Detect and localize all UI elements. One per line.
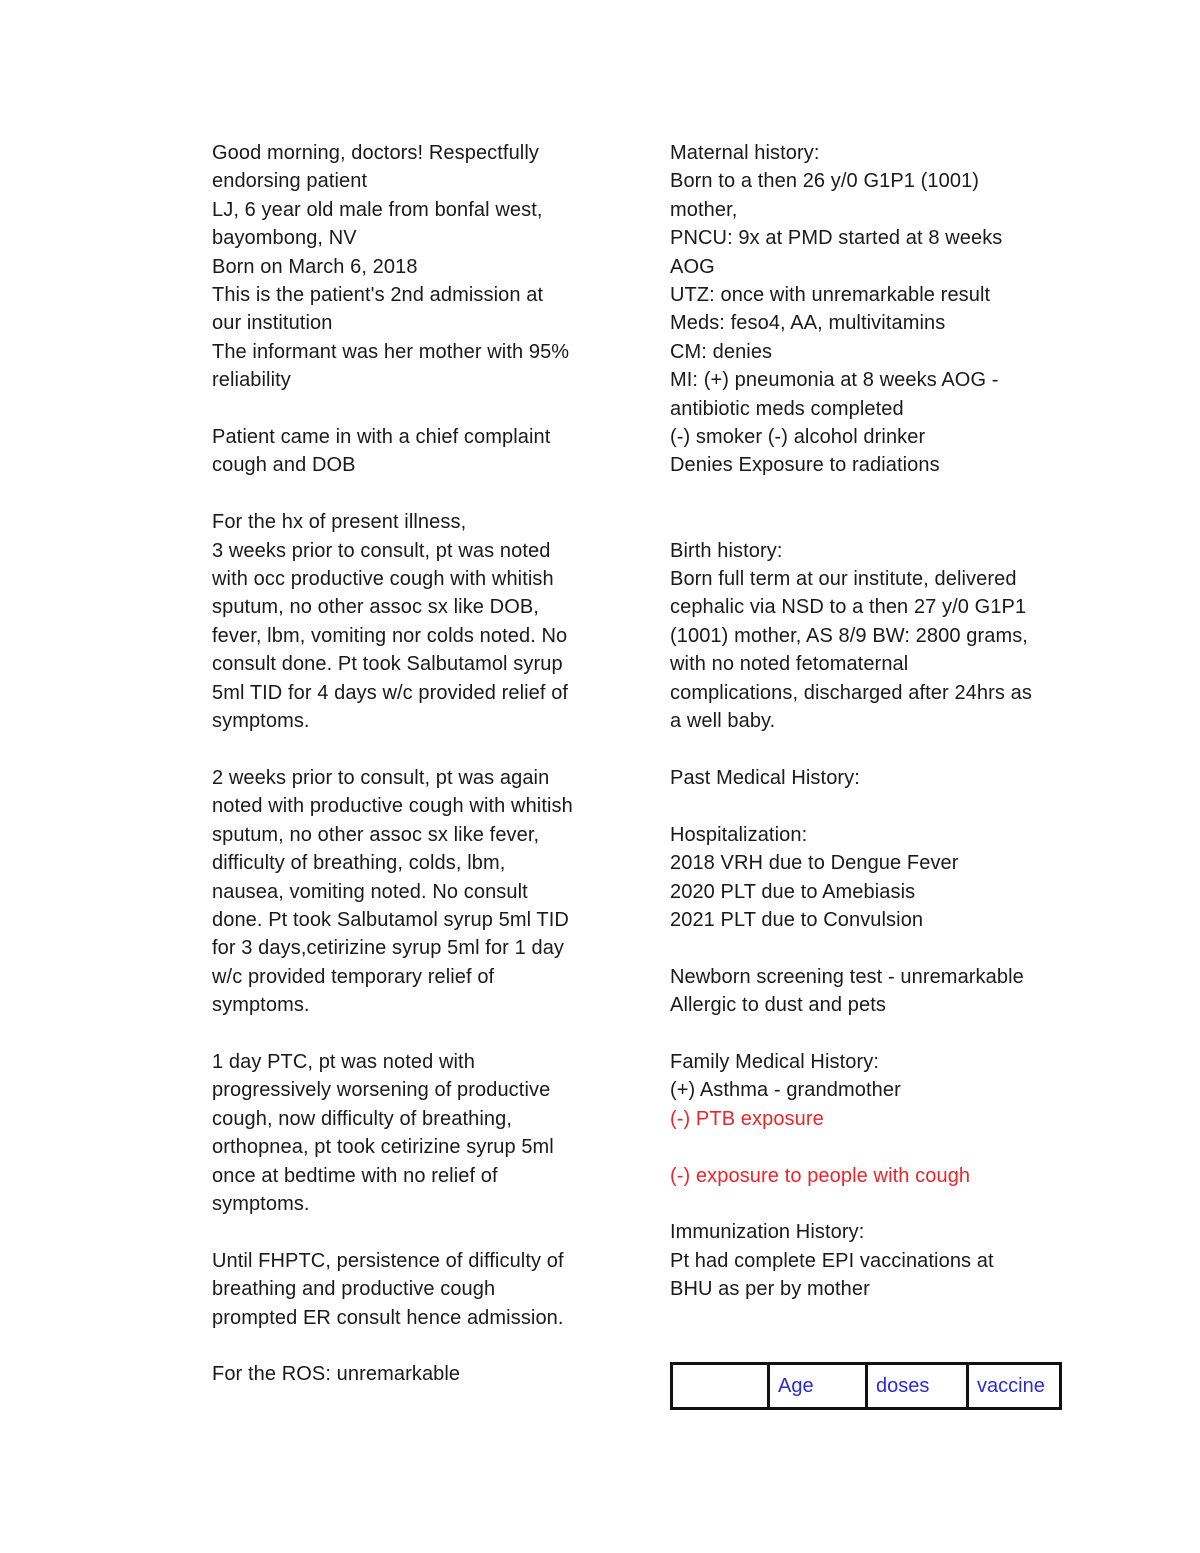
- text-line: BHU as per by mother: [670, 1278, 870, 1301]
- text-line: prompted ER consult hence admission.: [212, 1306, 564, 1329]
- text-line: (-) smoker (-) alcohol drinker: [670, 426, 926, 449]
- text-line: LJ, 6 year old male from bonfal west,: [212, 198, 543, 221]
- blank-line: [670, 1133, 1070, 1161]
- text-line: complications, discharged after 24hrs as: [670, 681, 1032, 704]
- text-line: UTZ: once with unremarkable result: [670, 284, 991, 307]
- text-line: 2 weeks prior to consult, pt was again: [212, 766, 550, 789]
- text-line: orthopnea, pt took cetirizine syrup 5ml: [212, 1136, 554, 1159]
- section-heading: Birth history:: [670, 539, 783, 562]
- highlighted-text-line: (-) exposure to people with cough: [670, 1164, 971, 1187]
- text-line: sputum, no other assoc sx like fever,: [212, 823, 540, 846]
- text-line: Newborn screening test - unremarkable: [670, 965, 1024, 988]
- text-line: Good morning, doctors! Respectfully: [212, 142, 539, 164]
- text-line: CM: denies: [670, 340, 773, 363]
- highlighted-text-line: (-) PTB exposure: [670, 1107, 824, 1130]
- table-header-row: [672, 1364, 1061, 1409]
- section-heading: Past Medical History:: [670, 766, 860, 789]
- text-line: PNCU: 9x at PMD started at 8 weeks: [670, 227, 1003, 250]
- text-line: sputum, no other assoc sx like DOB,: [212, 596, 539, 619]
- text-line: Denies Exposure to radiations: [670, 454, 940, 477]
- blank-line: [670, 736, 1070, 764]
- text-line: 5ml TID for 4 days w/c provided relief of: [212, 681, 569, 704]
- text-line: noted with productive cough with whitish: [212, 795, 573, 818]
- text-line: a well baby.: [670, 710, 776, 733]
- text-line: MI: (+) pneumonia at 8 weeks AOG -: [670, 369, 999, 392]
- text-line: Patient came in with a chief complaint: [212, 426, 551, 449]
- text-line: 1 day PTC, pt was noted with: [212, 1050, 475, 1073]
- text-line: Born on March 6, 2018: [212, 255, 418, 278]
- text-line: symptoms.: [212, 994, 310, 1017]
- text-line: progressively worsening of productive: [212, 1079, 551, 1102]
- text-line: Born full term at our institute, delivered: [670, 568, 1017, 591]
- blank-line: [670, 508, 1070, 536]
- text-line: Pt had complete EPI vaccinations at: [670, 1249, 994, 1272]
- text-line: symptoms.: [212, 710, 310, 733]
- text-line: Until FHPTC, persistence of difficulty of: [212, 1249, 564, 1272]
- text-line: 2018 VRH due to Dengue Fever: [670, 852, 959, 875]
- table-header-age: Age: [769, 1364, 867, 1409]
- text-line: For the ROS: unremarkable: [212, 1363, 461, 1386]
- text-line: cough, now difficulty of breathing,: [212, 1107, 512, 1130]
- table-header-cell: [672, 1364, 769, 1409]
- blank-line: [670, 480, 1070, 508]
- blank-line: [670, 1020, 1070, 1048]
- text-line: bayombong, NV: [212, 227, 357, 250]
- text-line: for 3 days,cetirizine syrup 5ml for 1 day: [212, 937, 565, 960]
- text-line: Born to a then 26 y/0 G1P1 (1001): [670, 170, 980, 193]
- text-line: The informant was her mother with 95%: [212, 340, 570, 363]
- text-line: nausea, vomiting noted. No consult: [212, 880, 528, 903]
- blank-line: [212, 1332, 612, 1360]
- text-line: 2021 PLT due to Convulsion: [670, 908, 924, 931]
- text-line: Allergic to dust and pets: [670, 994, 886, 1017]
- text-line: 2020 PLT due to Amebiasis: [670, 880, 916, 903]
- table-header-doses: doses: [867, 1364, 968, 1409]
- section-heading: Immunization History:: [670, 1221, 865, 1244]
- text-line: fever, lbm, vomiting nor colds noted. No: [212, 624, 568, 647]
- blank-line: [670, 792, 1070, 820]
- text-line: 3 weeks prior to consult, pt was noted: [212, 539, 551, 562]
- text-line: endorsing patient: [212, 170, 368, 193]
- text-line: consult done. Pt took Salbutamol syrup: [212, 653, 563, 676]
- text-line: w/c provided temporary relief of: [212, 965, 495, 988]
- text-line: difficulty of breathing, colds, lbm,: [212, 852, 506, 875]
- text-line: reliability: [212, 369, 291, 392]
- blank-line: [670, 934, 1070, 962]
- text-line: Meds: feso4, AA, multivitamins: [670, 312, 946, 335]
- text-line: mother,: [670, 198, 738, 221]
- text-line: For the hx of present illness,: [212, 511, 467, 534]
- section-heading: Hospitalization:: [670, 823, 808, 846]
- text-line: breathing and productive cough: [212, 1278, 496, 1301]
- section-heading: Family Medical History:: [670, 1050, 879, 1073]
- blank-line: [212, 1218, 612, 1246]
- text-line: (+) Asthma - grandmother: [670, 1079, 901, 1102]
- text-line: with occ productive cough with whitish: [212, 568, 554, 591]
- blank-line: [670, 1190, 1070, 1218]
- right-column: [670, 139, 1070, 1304]
- table-header-vaccine: vaccine: [968, 1364, 1061, 1409]
- text-line: cephalic via NSD to a then 27 y/0 G1P1: [670, 596, 1027, 619]
- text-line: antibiotic meds completed: [670, 397, 904, 420]
- blank-line: [212, 480, 612, 508]
- immunization-table: [670, 1362, 1062, 1410]
- text-line: our institution: [212, 312, 333, 335]
- left-column: [212, 139, 612, 1389]
- blank-line: [212, 1020, 612, 1048]
- text-line: (1001) mother, AS 8/9 BW: 2800 grams,: [670, 624, 1028, 647]
- blank-line: [212, 395, 612, 423]
- section-heading: Maternal history:: [670, 142, 820, 164]
- text-line: This is the patient's 2nd admission at: [212, 284, 544, 307]
- text-line: AOG: [670, 255, 715, 278]
- text-line: once at bedtime with no relief of: [212, 1164, 498, 1187]
- text-line: with no noted fetomaternal: [670, 653, 909, 676]
- blank-line: [212, 736, 612, 764]
- text-line: cough and DOB: [212, 454, 356, 477]
- text-line: done. Pt took Salbutamol syrup 5ml TID: [212, 908, 569, 931]
- text-line: symptoms.: [212, 1192, 310, 1215]
